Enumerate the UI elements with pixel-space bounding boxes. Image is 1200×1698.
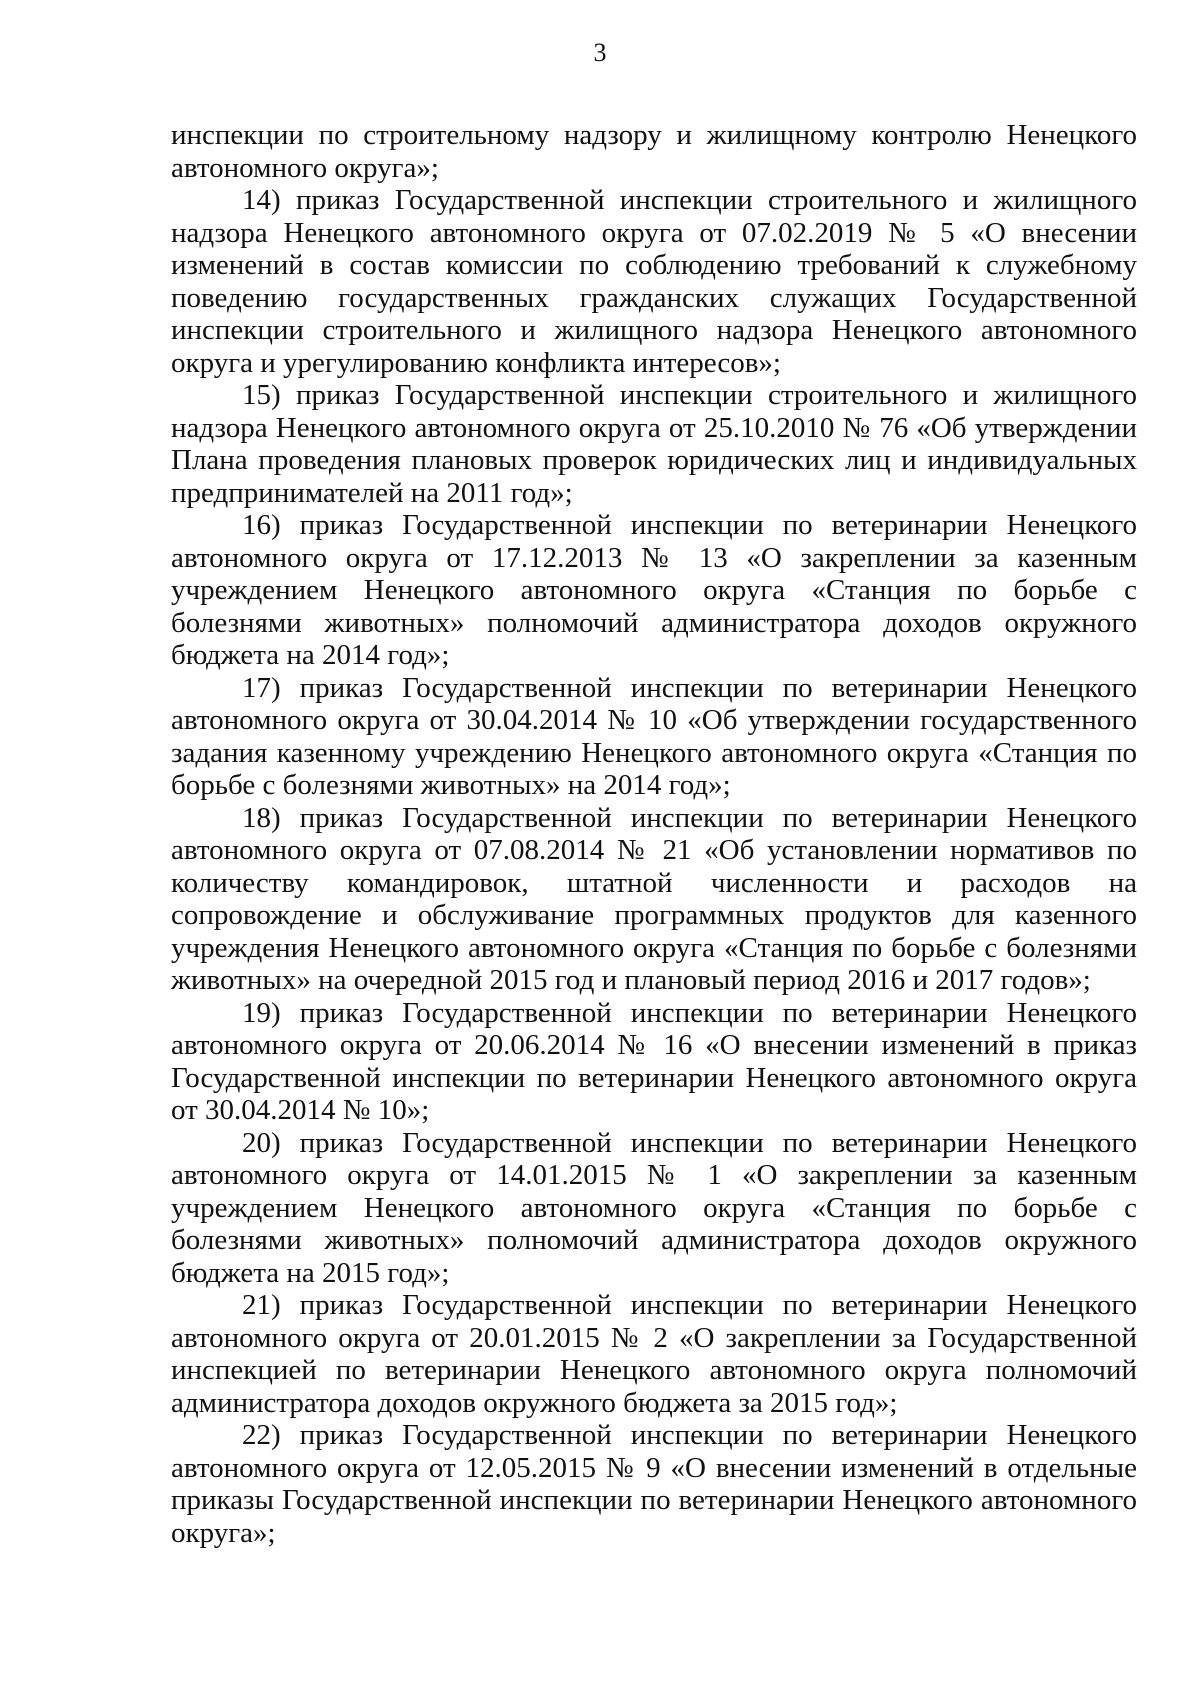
list-item-18: 18) приказ Государственной инспекции по ветеринарии Ненецкого автономного округа от 07.08.2014 № 21 «Об установлении нормативов по количеству командировок, штатной численности и расходов на сопровождение и обслуживание программных продуктов для казенного учреждения Ненецкого автономного округа «Станция по борьбе с болезнями животных» на очередной 2015 год и плановый период 2016 и 2017 годов»; <box>171 801 1137 996</box>
document-body <box>171 119 1137 1549</box>
list-item-15: 15) приказ Государственной инспекции строительного и жилищного надзора Ненецкого автономного округа от 25.10.2010 № 76 «Об утверждении Плана проведения плановых проверок юридических лиц и индивидуальных предпринимателей на 2011 год»; <box>171 379 1137 509</box>
list-item-22: 22) приказ Государственной инспекции по ветеринарии Ненецкого автономного округа от 12.05.2015 № 9 «О внесении изменений в отдельные приказы Государственной инспекции по ветеринарии Ненецкого автономного округа»; <box>171 1419 1137 1549</box>
list-item-16: 16) приказ Государственной инспекции по ветеринарии Ненецкого автономного округа от 17.12.2013 № 13 «О закреплении за казенным учреждением Ненецкого автономного округа «Станция по борьбе с болезнями животных» полномочий администратора доходов окружного бюджета на 2014 год»; <box>171 509 1137 671</box>
page-number: 3 <box>593 38 607 67</box>
list-item-21: 21) приказ Государственной инспекции по ветеринарии Ненецкого автономного округа от 20.01.2015 № 2 «О закреплении за Государственной инспекцией по ветеринарии Ненецкого автономного округа полномочий администратора доходов окружного бюджета за 2015 год»; <box>171 1289 1137 1419</box>
list-item-20: 20) приказ Государственной инспекции по ветеринарии Ненецкого автономного округа от 14.01.2015 № 1 «О закреплении за казенным учреждением Ненецкого автономного округа «Станция по борьбе с болезнями животных» полномочий администратора доходов окружного бюджета на 2015 год»; <box>171 1126 1137 1289</box>
list-item-14: 14) приказ Государственной инспекции строительного и жилищного надзора Ненецкого автономного округа от 07.02.2019 № 5 «О внесении изменений в состав комиссии по соблюдению требований к служебному поведению государственных гражданских служащих Государственной инспекции строительного и жилищного надзора Ненецкого автономного округа и урегулированию конфликта интересов»; <box>171 184 1137 379</box>
paragraph-continuation: инспекции по строительному надзору и жилищному контролю Ненецкого автономного округа»; <box>171 119 1137 184</box>
list-item-17: 17) приказ Государственной инспекции по ветеринарии Ненецкого автономного округа от 30.04.2014 № 10 «Об утверждении государственного задания казенному учреждению Ненецкого автономного округа «Станция по борьбе с болезнями животных» на 2014 год»; <box>171 671 1137 801</box>
list-item-19: 19) приказ Государственной инспекции по ветеринарии Ненецкого автономного округа от 20.06.2014 № 16 «О внесении изменений в приказ Государственной инспекции по ветеринарии Ненецкого автономного округа от 30.04.2014 № 10»; <box>171 996 1137 1126</box>
